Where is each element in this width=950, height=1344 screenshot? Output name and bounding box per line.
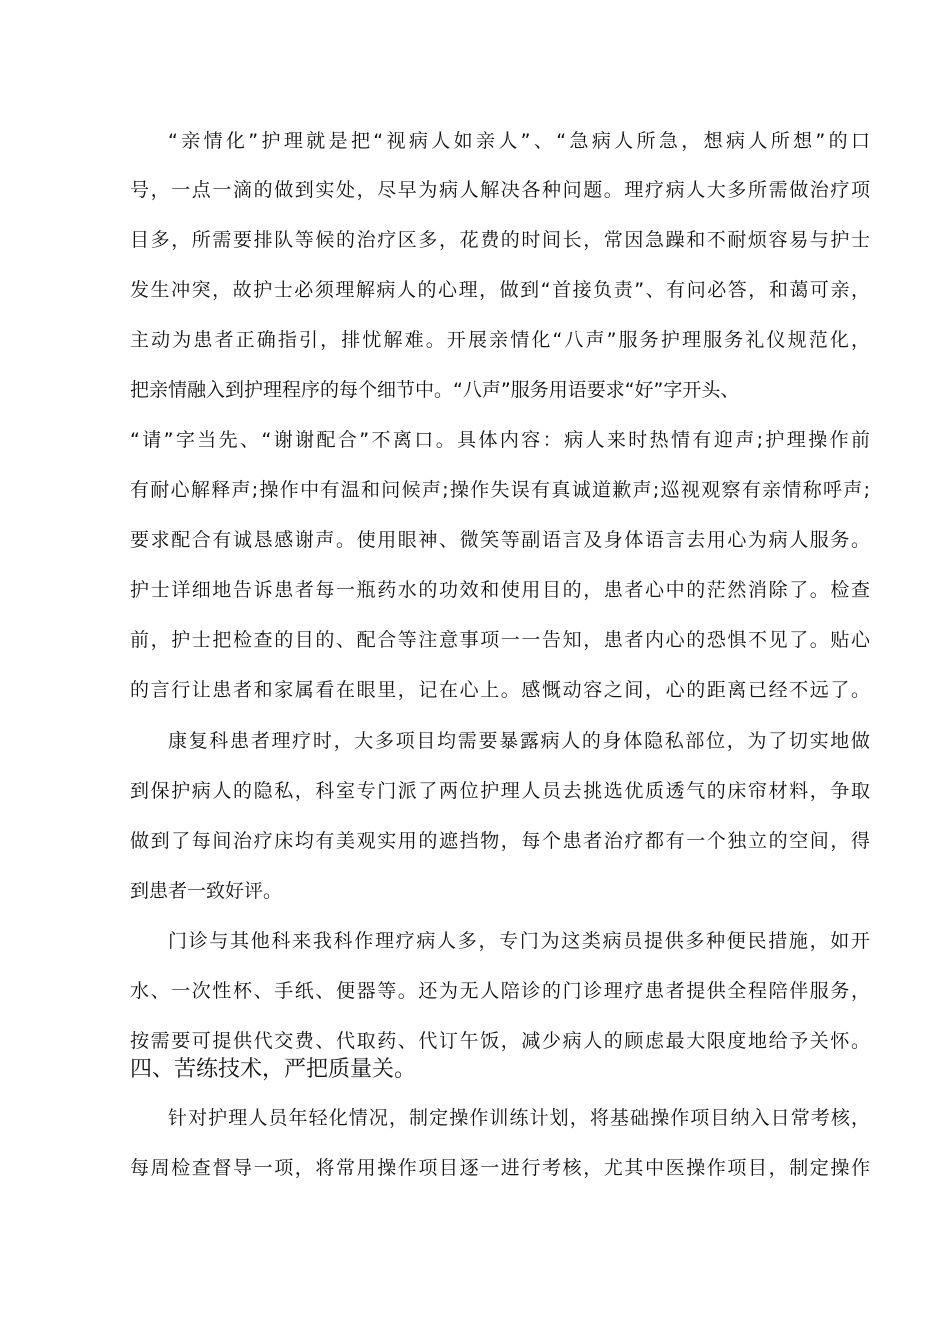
paragraph-2-line-3: 做到了每间治疗床均有美观实用的遮挡物，每个患者治疗都有一个独立的空间，得 [130,830,870,852]
paragraph-1-line-11: 前，护士把检查的目的、配合等注意事项一一告知，患者内心的恐惧不见了。贴心 [130,629,870,651]
paragraph-2-line-1: 康复科患者理疗时，大多项目均需要暴露病人的身体隐私部位，为了切实地做 [168,730,870,752]
paragraph-2-line-2: 到保护病人的隐私，科室专门派了两位护理人员去挑选优质透气的床帘材料，争取 [130,780,870,802]
paragraph-2-line-4: 到患者一致好评。 [130,880,283,902]
paragraph-4-line-2: 每周检查督导一项，将常用操作项目逐一进行考核，尤其中医操作项目，制定操作 [130,1157,870,1179]
paragraph-1-line-3: 目多，所需要排队等候的治疗区多，花费的时间长，常因急躁和不耐烦容易与护士 [130,229,870,251]
paragraph-1-line-1: “亲情化”护理就是把“视病人如亲人”、“急病人所急，想病人所想”的口 [168,130,870,152]
paragraph-1-line-4: 发生冲突，故护士必须理解病人的心理，做到“首接负责”、有问必答，和蔼可亲， [130,279,870,301]
paragraph-1-line-6: 把亲情融入到护理程序的每个细节中。“八声”服务用语要求“好”字开头、 [130,379,740,401]
paragraph-1-line-9: 要求配合有诚恳感谢声。使用眼神、微笑等副语言及身体语言去用心为病人服务。 [130,529,870,551]
paragraph-1-line-7: “请”字当先、“谢谢配合”不离口。具体内容：病人来时热情有迎声;护理操作前 [130,429,870,451]
paragraph-1-line-5: 主动为患者正确指引，排忧解难。开展亲情化“八声”服务护理服务礼仪规范化， [130,329,870,351]
section-heading: 四、苦练技术，严把质量关。 [130,1057,417,1082]
paragraph-4-line-1: 针对护理人员年轻化情况，制定操作训练计划，将基础操作项目纳入日常考核， [168,1107,870,1129]
paragraph-1-line-8: 有耐心解释声;操作中有温和问候声;操作失误有真诚道歉声;巡视观察有亲情称呼声; [130,479,870,501]
paragraph-1-line-10: 护士详细地告诉患者每一瓶药水的功效和使用目的，患者心中的茫然消除了。检查 [130,579,870,601]
paragraph-1-line-2: 号，一点一滴的做到实处，尽早为病人解决各种问题。理疗病人大多所需做治疗项 [130,179,870,201]
paragraph-1-line-12: 的言行让患者和家属看在眼里，记在心上。感慨动容之间，心的距离已经不远了。 [130,679,870,701]
paragraph-3-line-1: 门诊与其他科来我科作理疗病人多，专门为这类病员提供多种便民措施，如开 [168,930,870,952]
paragraph-3-line-2: 水、一次性杯、手纸、便器等。还为无人陪诊的门诊理疗患者提供全程陪伴服务， [130,980,870,1002]
paragraph-3-line-3: 按需要可提供代交费、代取药、代订午饭，减少病人的顾虑最大限度地给予关怀。 [130,1030,870,1052]
